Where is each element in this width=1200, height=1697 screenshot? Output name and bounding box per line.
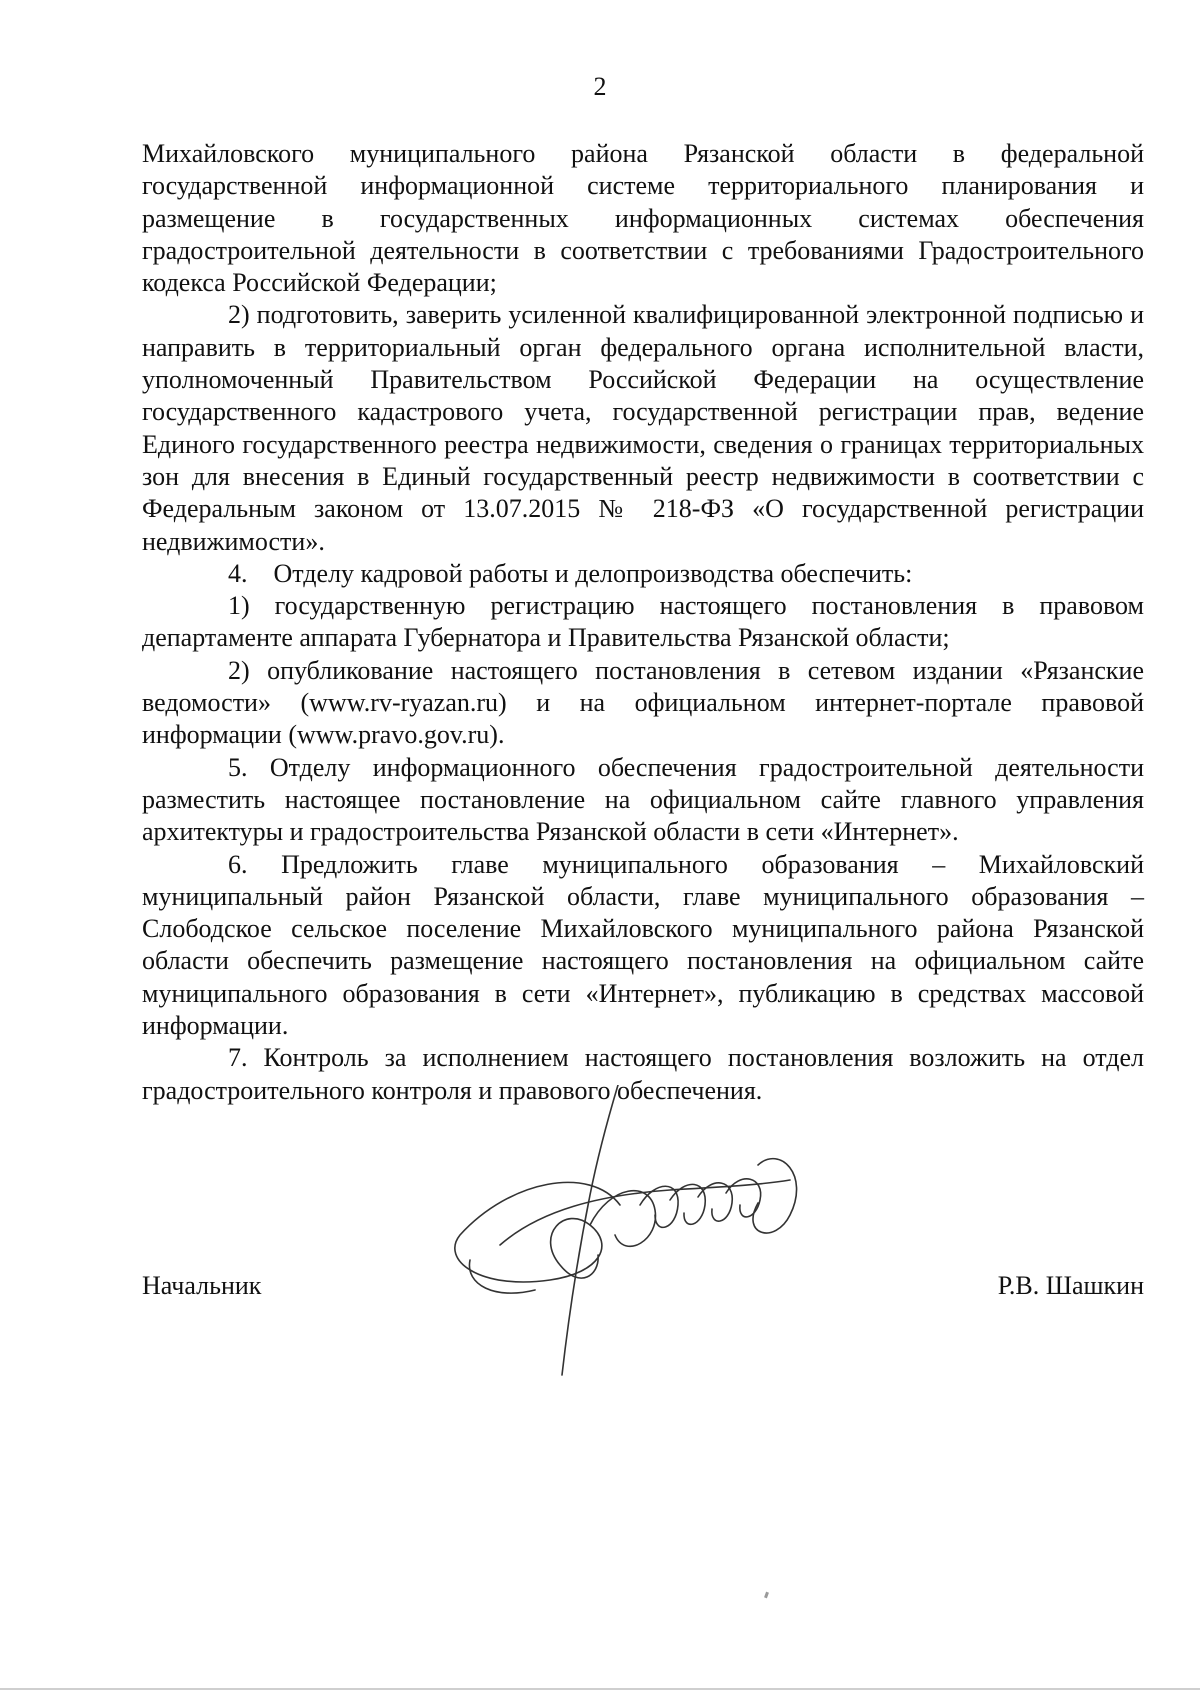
paragraph-continuation: Михайловского муниципального района Рязанской области в федеральной государственной информационной системе территориального планирования и размещение в государственных информационных системах обеспечения градостроительной деятельности в соответствии с требованиями Градостроительного кодекса Российской Федерации; [142,139,1144,298]
paragraph-item-4-2: 2) опубликование настоящего постановления в сетевом издании «Рязанские ведомости» (www.rv-ryazan.ru) и на официальном интернет-портале правовой информации (www.pravo.gov.ru). [142,655,1144,750]
paragraph-item-6: 6. Предложить главе муниципального образования – Михайловский муниципальный район Рязанской области, главе муниципального образования – Слободское сельское поселение Михайловского муниципального района Рязанской области обеспечить размещение настоящего постановления на официальном сайте муниципального образования в сети «Интернет», публикацию в средствах массовой информации. [142,849,1144,1041]
scan-bottom-edge [0,1688,1200,1690]
scan-speck [764,1592,769,1599]
document-body [142,138,1144,1107]
page-number: 2 [593,72,607,101]
paragraph-item-7: 7. Контроль за исполнением настоящего постановления возложить на отдел градостроительного контроля и правового обеспечения. [142,1043,1144,1105]
paragraph-item-4-1: 1) государственную регистрацию настоящего постановления в правовом департаменте аппарата Губернатора и Правительства Рязанской области; [142,591,1144,653]
signatory-name: Р.В. Шашкин [997,1271,1144,1300]
paragraph-item-5: 5. Отделу информационного обеспечения градостроительной деятельности разместить настоящее постановление на официальном сайте главного управления архитектуры и градостроительства Рязанской области в сети «Интернет». [142,752,1144,847]
signatory-title: Начальник [142,1271,262,1300]
paragraph-item-2-submit-data: 2) подготовить, заверить усиленной квалифицированной электронной подписью и направить в территориальный орган федерального органа исполнительной власти, уполномоченный Правительством Российской Федерации на осуществление государственного кадастрового учета, государственной регистрации прав, ведение Единого государственного реестра недвижимости, сведения о границах территориальных зон для внесения в Единый государственный реестр недвижимости в соответствии с Федеральным законом от 13.07.2015 № 218-ФЗ «О государственной регистрации недвижимости». [142,300,1144,556]
handwritten-signature [440,1085,820,1385]
paragraph-item-4: 4. Отделу кадровой работы и делопроизводства обеспечить: [228,558,913,588]
